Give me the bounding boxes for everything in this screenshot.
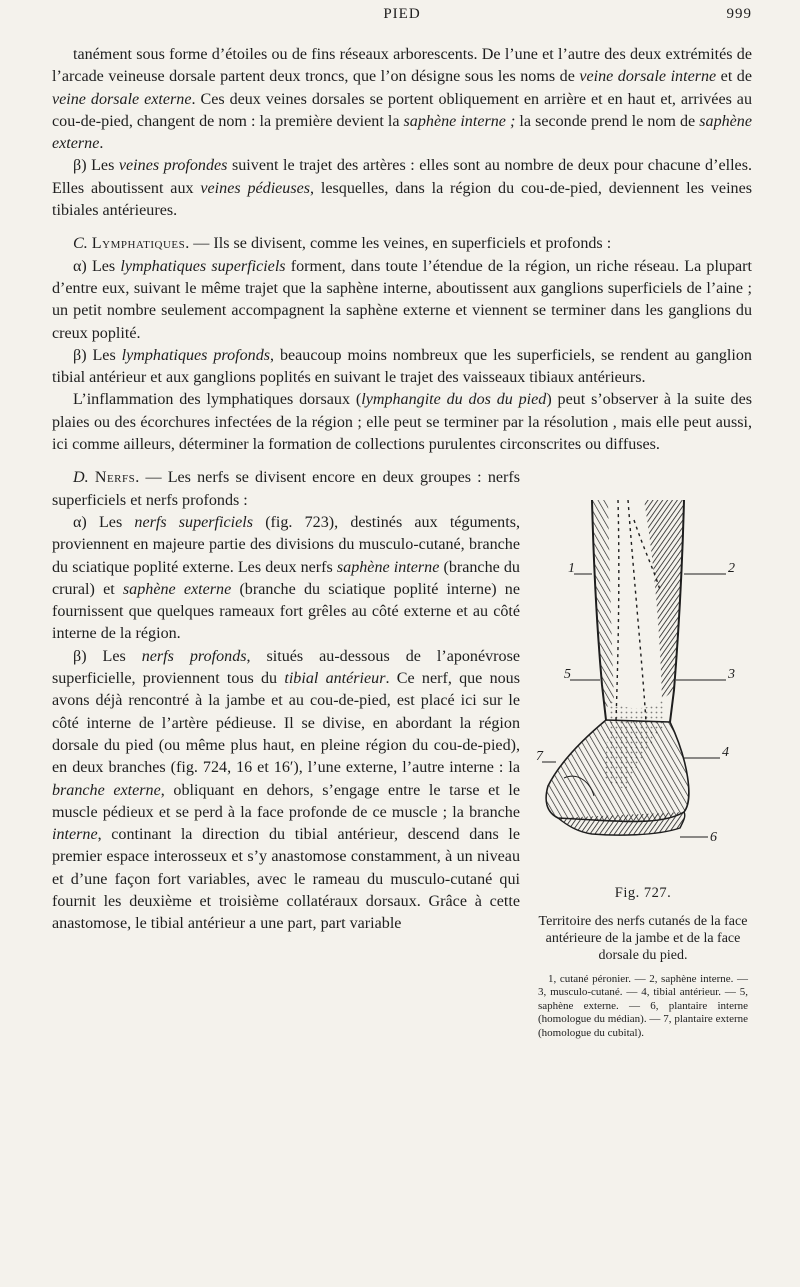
paragraph-veins-superficial: tanément sous forme d’étoiles ou de fins réseaux arborescents. De l’une et l’autre des deux extrémités de l’arcade veineuse dorsale partent deux troncs, que l’on désigne sous les noms de veine dorsale interne et de veine dorsale externe. Ces deux veines dorsales se portent obliquement en arrière et en haut et, arrivées au cou-de-pied, changent de nom : la première devient la saphène interne ; la seconde prend le nom de saphène externe.: [52, 46, 753, 153]
figure-caption: Territoire des nerfs cutanés de la face antérieure de la jambe et de la face dorsale du pied.: [538, 913, 748, 963]
figure-label: Fig. 727.: [614, 885, 672, 902]
paragraph-veins-deep: β) Les veines profondes suivent le trajet des artères : elles sont au nombre de deux pour chacune d’elles. Elles aboutissent aux veines pédieuses, lesquelles, dans la région du cou-de-pied, deviennent les veines tibiales antérieures.: [52, 157, 752, 220]
page-number: 999: [726, 6, 752, 22]
page-header: [52, 6, 752, 28]
marker-3: 3: [728, 667, 735, 683]
paragraph-lymph-deep: β) Les lymphatiques profonds, beaucoup moins nombreux que les superficiels, se rendent au ganglion tibial antérieur et aux ganglions poplités en suivant le trajet des vaisseaux tibiaux antérieurs.: [52, 346, 752, 387]
section-nerfs: D. Nerfs. — Les nerfs se divisent encore en deux groupes : nerfs superficiels et nerfs profonds :: [52, 469, 521, 509]
paragraph-lymph-superficial: α) Les lymphatiques superficiels forment, dans toute l’étendue de la région, un riche réseau. La plupart d’entre eux, suivant le même trajet que la saphène interne, aboutissent aux ganglions superficiels de l’aine ; un petit nombre seulement accompagnent la saphène externe et viennent se terminer dans les ganglions du creux poplité.: [52, 257, 752, 342]
marker-2: 2: [728, 561, 735, 577]
dorsum-of-foot: [546, 720, 689, 835]
paragraph-nerves-superficial: α) Les nerfs superficiels (fig. 723), destinés aux téguments, proviennent en majeure partie des divisions du musculo-cutané, branche du sciatique poplité externe. Les deux nerfs saphène interne (branche du crural) et saphène externe (branche du sciatique poplité interne) ne fournissent que quelques rameaux fort grêles au côté externe et au côté interne de la région.: [52, 513, 521, 643]
figure-legend: 1, cutané péronier. — 2, saphène interne. — 3, musculo-cutané. — 4, tibial antérieur. — 5, saphène externe. — 6, plantaire interne (homologue du médian). — 7, plantaire externe (homologue du cubital).: [538, 972, 748, 1039]
marker-1: 1: [568, 561, 575, 577]
paragraph-lymphangite: L’inflammation des lymphatiques dorsaux (lymphangite du dos du pied) peut s’observer à la suite des plaies ou des écorchures infectées de la région ; elle peut se terminer par la résolution , mais elle peut aussi, ici comme ailleurs, déterminer la formation de collections purulentes circonscrites ou diffuses.: [52, 391, 753, 454]
figure-727: [534, 460, 752, 1040]
marker-6: 6: [710, 830, 717, 846]
marker-4: 4: [722, 745, 729, 761]
marker-5: 5: [564, 667, 571, 683]
section-lymphatiques: C. Lymphatiques. — Ils se divisent, comme les veines, en superficiels et profonds :: [73, 235, 612, 253]
marker-7: 7: [536, 749, 543, 765]
territory-saphene-interne: [644, 500, 684, 700]
paragraph-nerves-deep: β) Les nerfs profonds, situés au-dessous de l’aponévrose superficielle, proviennent tous du tibial antérieur. Ce nerf, que nous avons déjà rencontré à la jambe et au cou-de-pied, est placé ici sur le côté interne de l’artère pédieuse. Il se divise, en abordant la région dorsale du pied (ou même plus haut, en pleine région du cou-de-pied), en deux branches (fig. 724, 16 et 16′), l’une externe, l’autre interne : la branche externe, obliquant en dehors, s’engage entre le tarse et le muscle pédieux et se perd à la face profonde de ce muscle ; la branche interne, continant la direction du tibial antérieur, descend dans le premier espace interosseux et s’y anastomose constamment, à un niveau et d’une façon fort variables, avec le rameau du musculo-cutané qui fournit les deuxième et troisième collatéraux dorsaux. Grâce à cette anastomose, le tibial antérieur a une part, part variable: [52, 647, 520, 933]
running-head: PIED: [383, 6, 421, 22]
body-text: [52, 44, 752, 1044]
foot-nerve-territory-drawing: [534, 460, 752, 878]
